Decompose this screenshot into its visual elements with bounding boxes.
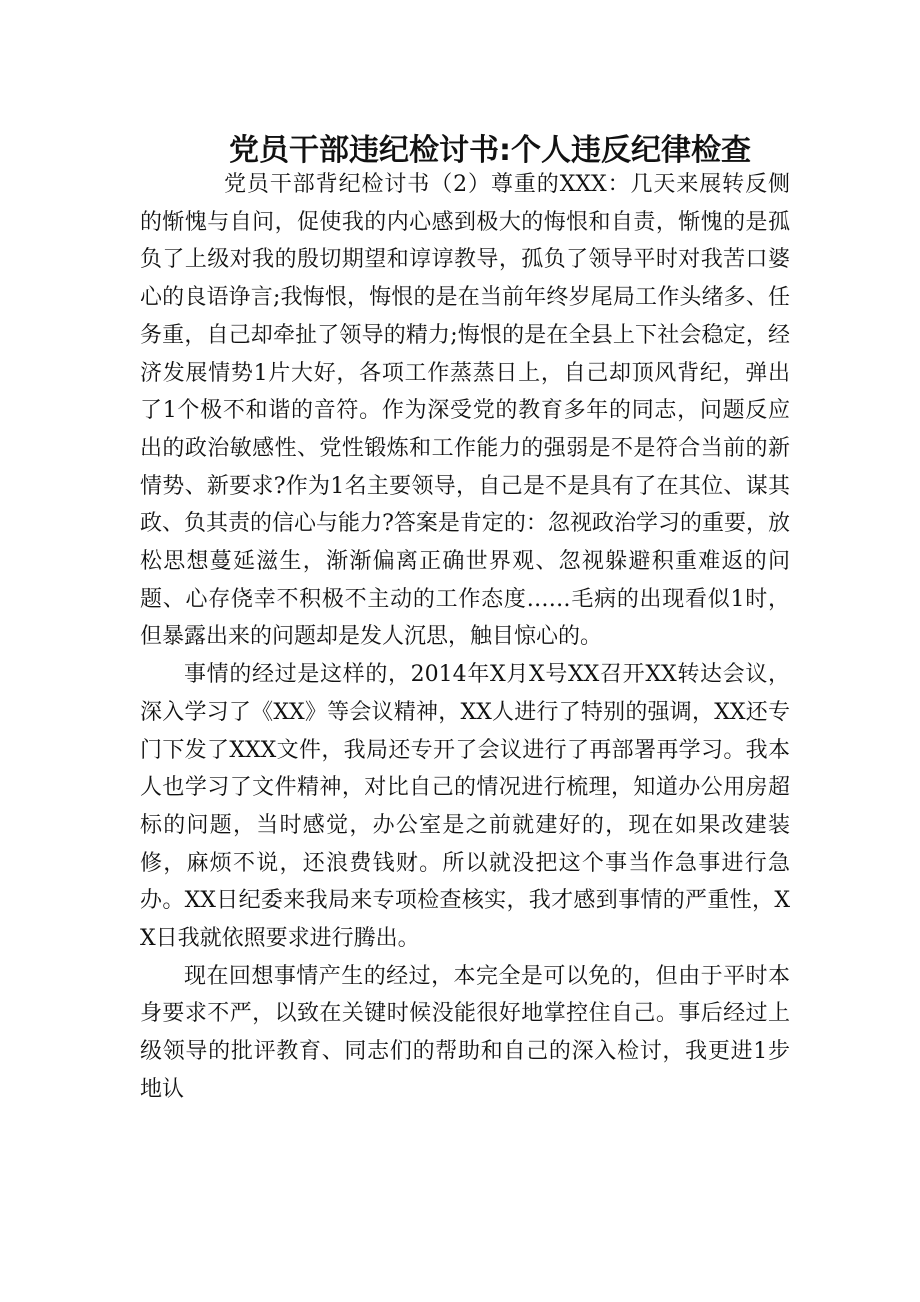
document-body (140, 166, 790, 1109)
document-title: 党员干部违纪检讨书:个人违反纪律检查 (229, 133, 751, 169)
paragraph-1: 党员干部背纪检讨书（2）尊重的XXX：几天来展转反侧的惭愧与自问，促使我的内心感到极大的悔恨和自责，惭愧的是孤负了上级对我的殷切期望和谆谆教导，孤负了领导平时对我苦口婆心的良语诤言;我悔恨，悔恨的是在当前年终岁尾局工作头绪多、任务重，自己却牵扯了领导的精力;悔恨的是在全县上下社会稳定，经济发展情势1片大好，各项工作蒸蒸日上，自己却顶风背纪，弹出了1个极不和谐的音符。作为深受党的教育多年的同志，问题反应出的政治敏感性、党性锻炼和工作能力的强弱是不是符合当前的新情势、新要求?作为1名主要领导，自己是不是具有了在其位、谋其政、负其责的信心与能力?答案是肯定的：忽视政治学习的重要，放松思想蔓延滋生，渐渐偏离正确世界观、忽视躲避积重难返的问题、心存侥幸不积极不主动的工作态度……毛病的出现看似1时，但暴露出来的问题却是发人沉思，触目惊心的。 (140, 172, 790, 650)
paragraph-3: 现在回想事情产生的经过，本完全是可以免的，但由于平时本身要求不严，以致在关键时候没能很好地掌控住自己。事后经过上级领导的批评教育、同志们的帮助和自己的深入检讨，我更进1步地认 (140, 963, 790, 1102)
paragraph-2: 事情的经过是这样的，2014年X月X号XX召开XX转达会议，深入学习了《XX》等会议精神，XX人进行了特别的强调，XX还专门下发了XXX文件，我局还专开了会议进行了再部署再学习。我本人也学习了文件精神，对比自己的情况进行梳理，知道办公用房超标的问题，当时感觉，办公室是之前就建好的，现在如果改建装修，麻烦不说，还浪费钱财。所以就没把这个事当作急事进行急办。XX日纪委来我局来专项检查核实，我才感到事情的严重性，XX日我就依照要求进行腾出。 (140, 662, 790, 952)
